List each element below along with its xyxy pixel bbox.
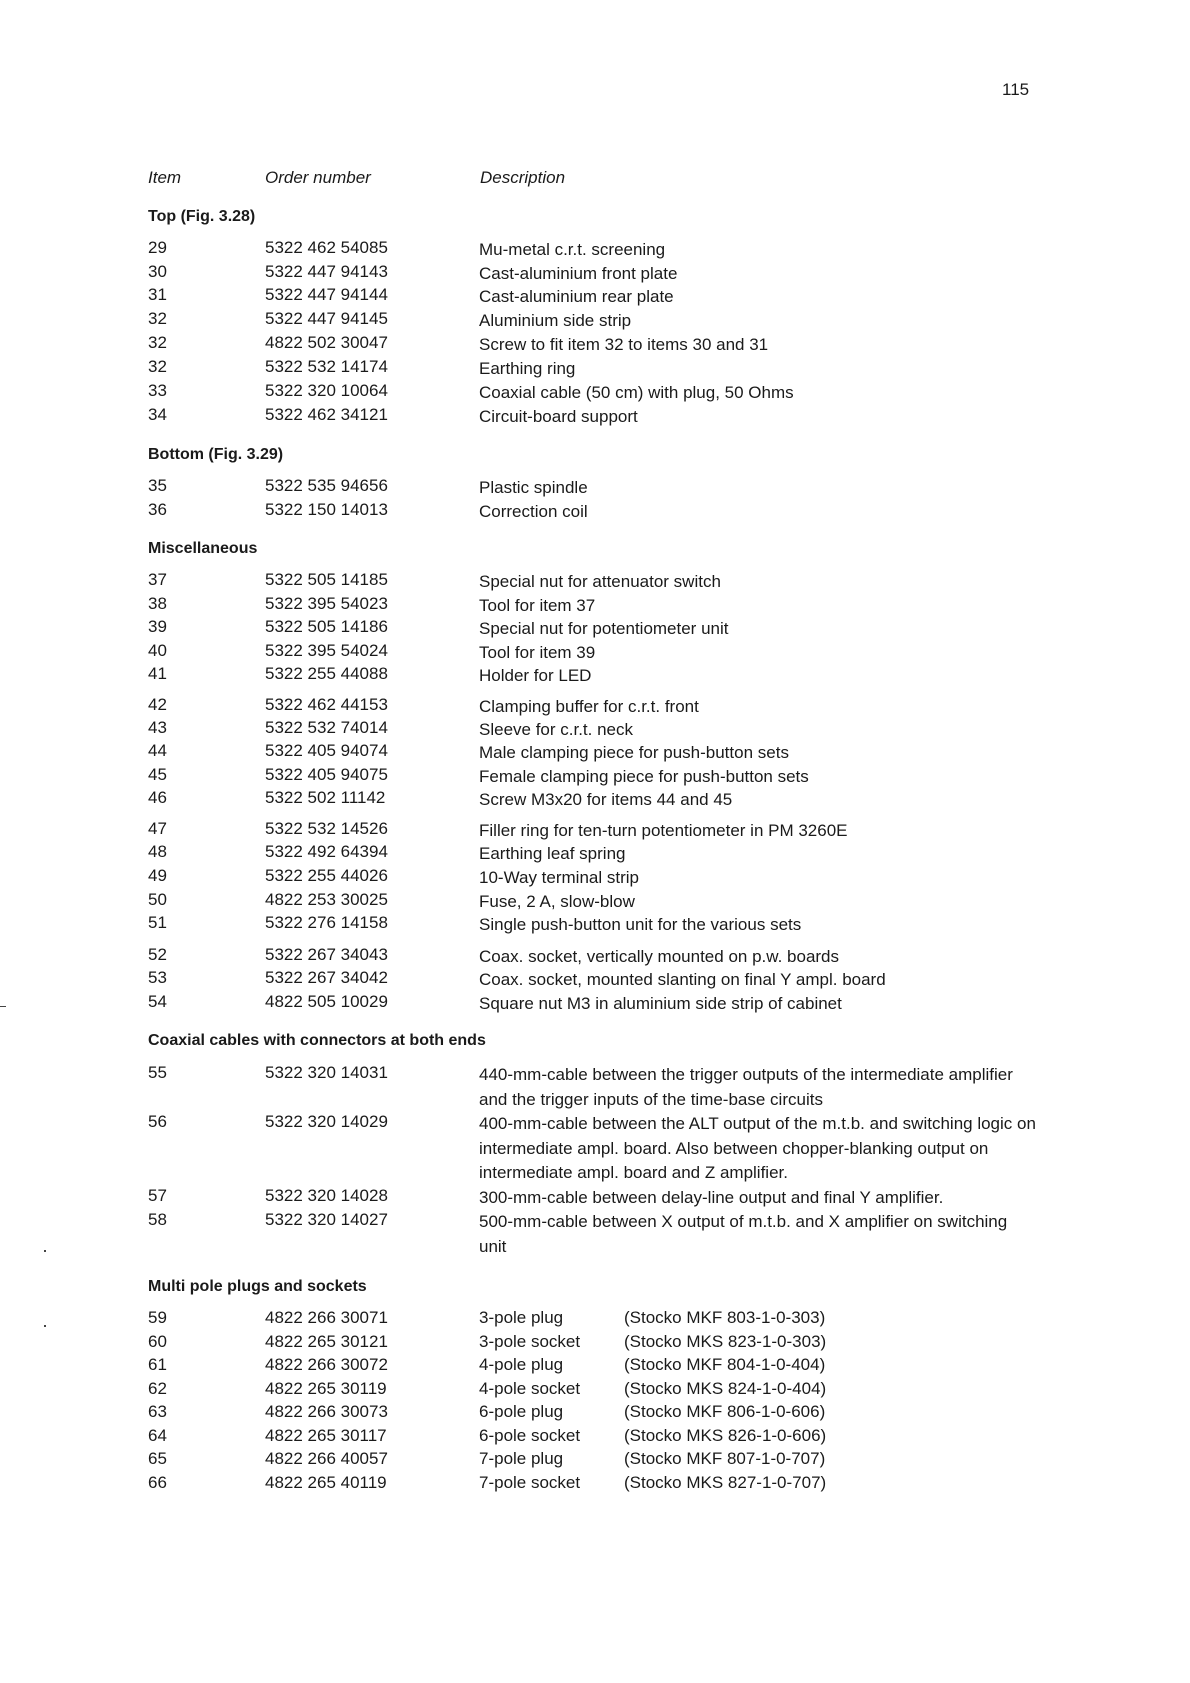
order-number: 4822 265 30117	[265, 1426, 387, 1445]
table-row	[0, 357, 1190, 381]
table-row	[0, 333, 1190, 357]
item-number: 37	[148, 570, 167, 589]
order-number: 5322 505 14185	[265, 570, 388, 589]
description: 500-mm-cable between X output of m.t.b. and X amplifier on switching unit	[479, 1212, 1008, 1256]
table-row	[0, 262, 1190, 286]
order-number: 4822 502 30047	[265, 333, 388, 352]
description: Female clamping piece for push-button sets	[479, 767, 809, 786]
scan-mark	[44, 1250, 46, 1252]
order-number: 5322 150 14013	[265, 500, 388, 519]
table-row	[0, 476, 1190, 500]
order-number: 5322 532 74014	[265, 718, 388, 737]
item-number: 29	[148, 238, 167, 257]
item-number: 42	[148, 695, 167, 714]
order-number: 5322 267 34042	[265, 968, 388, 987]
item-number: 31	[148, 285, 167, 304]
description: Cast-aluminium front plate	[479, 264, 678, 283]
description: Single push-button unit for the various sets	[479, 915, 802, 934]
description: Coax. socket, vertically mounted on p.w. boards	[479, 947, 840, 966]
order-number: 5322 255 44088	[265, 664, 388, 683]
order-number: 5322 395 54024	[265, 641, 388, 660]
part-type: 4-pole socket	[479, 1379, 581, 1398]
description: Tool for item 37	[479, 596, 596, 615]
item-number: 53	[148, 968, 167, 987]
order-number: 4822 265 30119	[265, 1379, 387, 1398]
scan-mark	[0, 1006, 6, 1007]
table-row	[0, 309, 1190, 333]
table-row	[0, 1186, 1190, 1210]
part-reference: (Stocko MKF 807-1-0-707)	[624, 1449, 826, 1468]
order-number: 5322 462 44153	[265, 695, 388, 714]
item-number: 36	[148, 500, 167, 519]
page-number: 115	[1002, 80, 1030, 99]
table-row	[0, 1308, 1190, 1332]
description: Sleeve for c.r.t. neck	[479, 720, 634, 739]
description: Screw M3x20 for items 44 and 45	[479, 790, 733, 809]
section-title-bottom: Bottom (Fig. 3.29)	[148, 446, 284, 463]
table-row	[0, 238, 1190, 262]
description: 10-Way terminal strip	[479, 868, 639, 887]
part-type: 4-pole plug	[479, 1355, 564, 1374]
order-number: 4822 266 30071	[265, 1308, 388, 1327]
order-number: 5322 492 64394	[265, 842, 388, 861]
order-number: 5322 532 14174	[265, 357, 388, 376]
table-row	[0, 641, 1190, 665]
description: Special nut for attenuator switch	[479, 572, 721, 591]
item-number: 47	[148, 819, 167, 838]
table-row	[0, 1449, 1190, 1473]
item-number: 32	[148, 333, 167, 352]
order-number: 5322 502 11142	[265, 788, 386, 807]
order-number: 5322 276 14158	[265, 913, 388, 932]
order-number: 5322 447 94144	[265, 285, 388, 304]
order-number: 5322 447 94145	[265, 309, 388, 328]
table-row	[0, 992, 1190, 1016]
table-row	[0, 500, 1190, 524]
order-number: 5322 462 54085	[265, 238, 388, 257]
table-row	[0, 1379, 1190, 1403]
item-number: 45	[148, 765, 167, 784]
part-reference: (Stocko MKF 806-1-0-606)	[624, 1402, 826, 1421]
item-number: 57	[148, 1186, 167, 1205]
part-reference: (Stocko MKF 803-1-0-303)	[624, 1308, 826, 1327]
table-row	[0, 664, 1190, 688]
scan-mark	[44, 1325, 46, 1327]
part-type: 6-pole plug	[479, 1402, 564, 1421]
item-number: 48	[148, 842, 167, 861]
table-row	[0, 1473, 1190, 1497]
description: Cast-aluminium rear plate	[479, 287, 674, 306]
item-number: 66	[148, 1473, 167, 1492]
part-type: 7-pole plug	[479, 1449, 564, 1468]
item-number: 54	[148, 992, 167, 1011]
part-type: 3-pole socket	[479, 1332, 581, 1351]
table-row	[0, 913, 1190, 937]
item-number: 33	[148, 381, 167, 400]
header-order-number: Order number	[265, 168, 371, 187]
table-row	[0, 1355, 1190, 1379]
order-number: 5322 320 14031	[265, 1063, 388, 1082]
header-description: Description	[480, 168, 566, 187]
order-number: 5322 532 14526	[265, 819, 388, 838]
description: Filler ring for ten-turn potentiometer in PM 3260E	[479, 821, 848, 840]
description: Square nut M3 in aluminium side strip of cabinet	[479, 994, 842, 1013]
item-number: 52	[148, 945, 167, 964]
item-number: 46	[148, 788, 167, 807]
table-row	[0, 405, 1190, 429]
description: Fuse, 2 A, slow-blow	[479, 892, 635, 911]
item-number: 62	[148, 1379, 167, 1398]
part-type: 3-pole plug	[479, 1308, 564, 1327]
description: Coaxial cable (50 cm) with plug, 50 Ohms	[479, 383, 794, 402]
item-number: 55	[148, 1063, 167, 1082]
description: 400-mm-cable between the ALT output of the m.t.b. and switching logic on intermediate ampl. board. Also between chopper-blanking output on intermediate ampl. board and Z amplifier.	[479, 1114, 1036, 1182]
order-number: 4822 265 30121	[265, 1332, 388, 1351]
description: Tool for item 39	[479, 643, 596, 662]
order-number: 5322 505 14186	[265, 617, 388, 636]
order-number: 5322 395 54023	[265, 594, 388, 613]
section-title-coax: Coaxial cables with connectors at both ends	[148, 1032, 486, 1049]
item-number: 58	[148, 1210, 167, 1229]
order-number: 5322 447 94143	[265, 262, 388, 281]
part-reference: (Stocko MKS 823-1-0-303)	[624, 1332, 827, 1351]
item-number: 44	[148, 741, 167, 760]
order-number: 4822 505 10029	[265, 992, 388, 1011]
header-item: Item	[148, 168, 182, 187]
order-number: 5322 462 34121	[265, 405, 388, 424]
item-number: 38	[148, 594, 167, 613]
item-number: 43	[148, 718, 167, 737]
table-row	[0, 765, 1190, 789]
order-number: 4822 265 40119	[265, 1473, 387, 1492]
table-row	[0, 617, 1190, 641]
item-number: 61	[148, 1355, 167, 1374]
table-row	[0, 695, 1190, 719]
item-number: 39	[148, 617, 167, 636]
order-number: 5322 405 94075	[265, 765, 388, 784]
table-row	[0, 381, 1190, 405]
description: Male clamping piece for push-button sets	[479, 743, 789, 762]
table-row	[0, 842, 1190, 866]
order-number: 5322 320 14028	[265, 1186, 388, 1205]
table-row	[0, 1332, 1190, 1356]
item-number: 34	[148, 405, 167, 424]
order-number: 4822 266 30072	[265, 1355, 388, 1374]
order-number: 5322 405 94074	[265, 741, 388, 760]
table-row	[0, 1210, 1190, 1256]
table-row	[0, 594, 1190, 618]
description: Plastic spindle	[479, 478, 588, 497]
item-number: 50	[148, 890, 167, 909]
description: Earthing leaf spring	[479, 844, 626, 863]
item-number: 60	[148, 1332, 167, 1351]
table-row	[0, 285, 1190, 309]
table-row	[0, 741, 1190, 765]
table-row	[0, 968, 1190, 992]
table-row	[0, 570, 1190, 594]
table-row	[0, 890, 1190, 914]
item-number: 32	[148, 357, 167, 376]
item-number: 41	[148, 664, 167, 683]
table-row	[0, 788, 1190, 812]
item-number: 65	[148, 1449, 167, 1468]
item-number: 49	[148, 866, 167, 885]
order-number: 5322 535 94656	[265, 476, 388, 495]
description: Aluminium side strip	[479, 311, 632, 330]
table-row	[0, 819, 1190, 843]
description: Holder for LED	[479, 666, 592, 685]
description: Clamping buffer for c.r.t. front	[479, 697, 699, 716]
part-reference: (Stocko MKS 824-1-0-404)	[624, 1379, 827, 1398]
table-row	[0, 718, 1190, 742]
table-row	[0, 945, 1190, 969]
order-number: 5322 320 10064	[265, 381, 388, 400]
description: Mu-metal c.r.t. screening	[479, 240, 666, 259]
order-number: 5322 267 34043	[265, 945, 388, 964]
item-number: 64	[148, 1426, 167, 1445]
item-number: 63	[148, 1402, 167, 1421]
part-reference: (Stocko MKS 827-1-0-707)	[624, 1473, 827, 1492]
item-number: 35	[148, 476, 167, 495]
item-number: 40	[148, 641, 167, 660]
order-number: 5322 255 44026	[265, 866, 388, 885]
description: Screw to fit item 32 to items 30 and 31	[479, 335, 769, 354]
item-number: 59	[148, 1308, 167, 1327]
item-number: 30	[148, 262, 167, 281]
table-row	[0, 866, 1190, 890]
table-row	[0, 1063, 1190, 1109]
description: Earthing ring	[479, 359, 576, 378]
part-reference: (Stocko MKS 826-1-0-606)	[624, 1426, 827, 1445]
table-row	[0, 1112, 1190, 1182]
order-number: 5322 320 14027	[265, 1210, 388, 1229]
section-title-plugs: Multi pole plugs and sockets	[148, 1278, 367, 1295]
order-number: 4822 266 40057	[265, 1449, 388, 1468]
section-title-misc: Miscellaneous	[148, 540, 258, 557]
table-row	[0, 1402, 1190, 1426]
description: 440-mm-cable between the trigger outputs of the intermediate amplifier and the trigger inputs of the time-base circuits	[479, 1065, 1013, 1109]
part-type: 6-pole socket	[479, 1426, 581, 1445]
table-row	[0, 1426, 1190, 1450]
description: Circuit-board support	[479, 407, 638, 426]
item-number: 56	[148, 1112, 167, 1131]
part-reference: (Stocko MKF 804-1-0-404)	[624, 1355, 826, 1374]
description: Correction coil	[479, 502, 588, 521]
description: Coax. socket, mounted slanting on final Y ampl. board	[479, 970, 886, 989]
part-type: 7-pole socket	[479, 1473, 581, 1492]
order-number: 5322 320 14029	[265, 1112, 388, 1131]
item-number: 32	[148, 309, 167, 328]
description: Special nut for potentiometer unit	[479, 619, 729, 638]
order-number: 4822 253 30025	[265, 890, 388, 909]
section-title-top: Top (Fig. 3.28)	[148, 208, 256, 225]
description: 300-mm-cable between delay-line output and final Y amplifier.	[479, 1188, 944, 1207]
order-number: 4822 266 30073	[265, 1402, 388, 1421]
item-number: 51	[148, 913, 167, 932]
